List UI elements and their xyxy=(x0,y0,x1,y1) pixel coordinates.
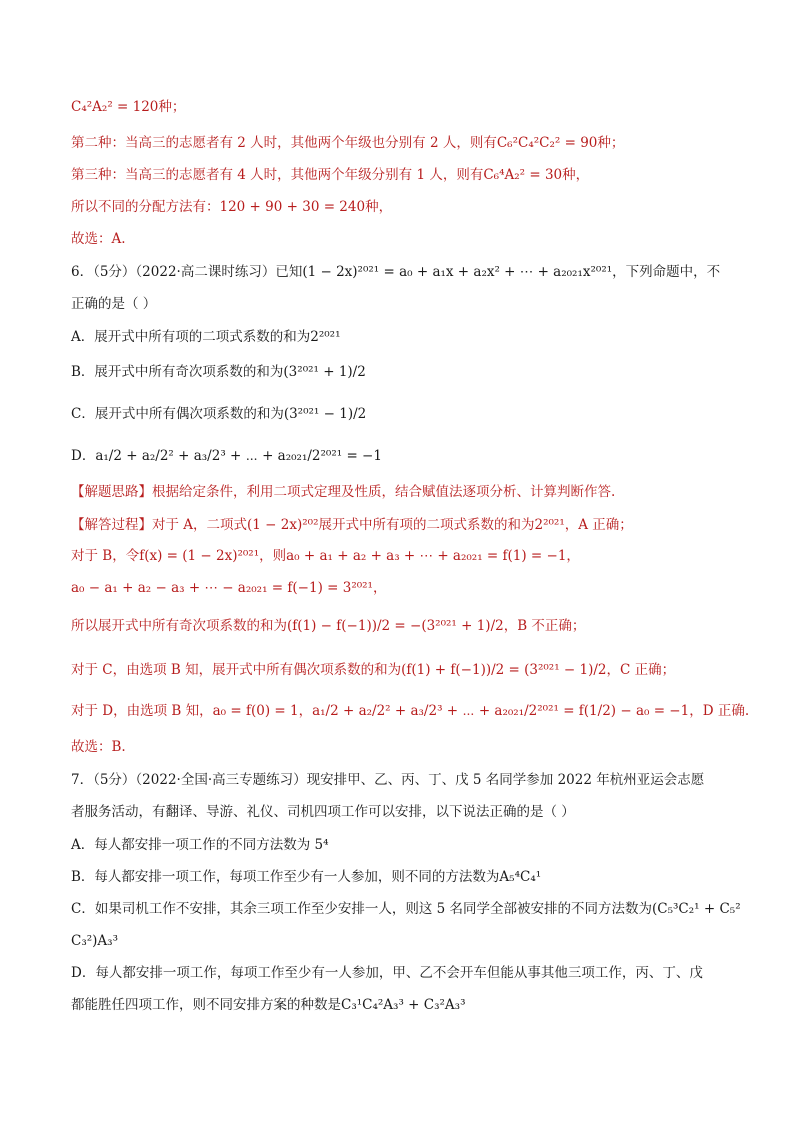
answer-line-6: 故选：B. xyxy=(71,739,126,755)
question-7-option-d-cont: 都能胜任四项工作，则不同安排方案的种数是C₃¹C₄²A₃³ + C₃²A₃³ xyxy=(71,997,466,1013)
question-7-option-a: A．每人都安排一项工作的不同方法数为 5⁴ xyxy=(71,837,329,853)
solution-process-d: 对于 D，由选项 B 知，a₀ = f(0) = 1，a₁/2 + a₂/2² + a₃/2³ + ⋯ + a₂₀₂₁/2²⁰²¹ = f(1/2) − a₀ = −1，D 正确. xyxy=(71,703,750,719)
solution-line-1: C₄²A₂² = 120种； xyxy=(71,99,186,115)
question-7-option-b: B．每人都安排一项工作，每项工作至少有一人参加，则不同的方法数为A₅⁴C₄¹ xyxy=(71,869,542,885)
question-6-stem-cont: 正确的是（ ） xyxy=(71,296,157,312)
question-7-stem-cont: 者服务活动，有翻译、导游、礼仪、司机四项工作可以安排，以下说法正确的是（ ） xyxy=(71,804,575,820)
solution-approach: 【解题思路】根据给定条件，利用二项式定理及性质，结合赋值法逐项分析、计算判断作答. xyxy=(71,484,616,500)
solution-process-a: 【解答过程】对于 A，二项式(1 − 2x)²⁰²展开式中所有项的二项式系数的和为2²⁰²¹，A 正确； xyxy=(71,517,633,533)
solution-process-b1: 对于 B，令f(x) = (1 − 2x)²⁰²¹，则a₀ + a₁ + a₂ + a₃ + ⋯ + a₂₀₂₁ = f(1) = −1， xyxy=(71,548,580,564)
question-7-option-c-cont: C₃²)A₃³ xyxy=(71,933,118,949)
question-6-option-c: C．展开式中所有偶次项系数的和为(3²⁰²¹ − 1)/2 xyxy=(71,406,367,422)
solution-process-b2: a₀ − a₁ + a₂ − a₃ + ⋯ − a₂₀₂₁ = f(−1) = 3²⁰²¹， xyxy=(71,580,387,596)
question-6-option-b: B．展开式中所有奇次项系数的和为(3²⁰²¹ + 1)/2 xyxy=(71,364,366,380)
question-6-option-d: D．a₁/2 + a₂/2² + a₃/2³ + ⋯ + a₂₀₂₁/2²⁰²¹ = −1 xyxy=(71,448,382,464)
solution-process-c: 对于 C，由选项 B 知，展开式中所有偶次项系数的和为(f(1) + f(−1))/2 = (3²⁰²¹ − 1)/2，C 正确； xyxy=(71,662,676,678)
answer-line-5: 故选：A. xyxy=(71,231,126,247)
question-6-option-a: A．展开式中所有项的二项式系数的和为2²⁰²¹ xyxy=(71,329,341,345)
solution-process-b3: 所以展开式中所有奇次项系数的和为(f(1) − f(−1))/2 = −(3²⁰²¹ + 1)/2，B 不正确； xyxy=(71,618,586,634)
solution-line-3: 第三种：当高三的志愿者有 4 人时，其他两个年级分别有 1 人，则有C₆⁴A₂² = 30种， xyxy=(71,167,590,183)
question-7-stem: 7．（5分）（2022·全国·高三专题练习）现安排甲、乙、丙、丁、戊 5 名同学参加 2022 年杭州亚运会志愿 xyxy=(71,772,705,788)
question-7-option-d: D．每人都安排一项工作，每项工作至少有一人参加，甲、乙不会开车但能从事其他三项工作，丙、丁、戊 xyxy=(71,965,703,981)
question-6-stem: 6．（5分）（2022·高二课时练习）已知(1 − 2x)²⁰²¹ = a₀ + a₁x + a₂x² + ⋯ + a₂₀₂₁x²⁰²¹，下列命题中，不 xyxy=(71,264,721,280)
solution-line-2: 第二种：当高三的志愿者有 2 人时，其他两个年级也分别有 2 人，则有C₆²C₄²C₂² = 90种； xyxy=(71,135,625,151)
solution-line-4: 所以不同的分配方法有：120 + 90 + 30 = 240种， xyxy=(71,199,393,215)
question-7-option-c: C．如果司机工作不安排，其余三项工作至少安排一人，则这 5 名同学全部被安排的不同方法数为(C₅³C₂¹ + C₅² xyxy=(71,901,741,917)
